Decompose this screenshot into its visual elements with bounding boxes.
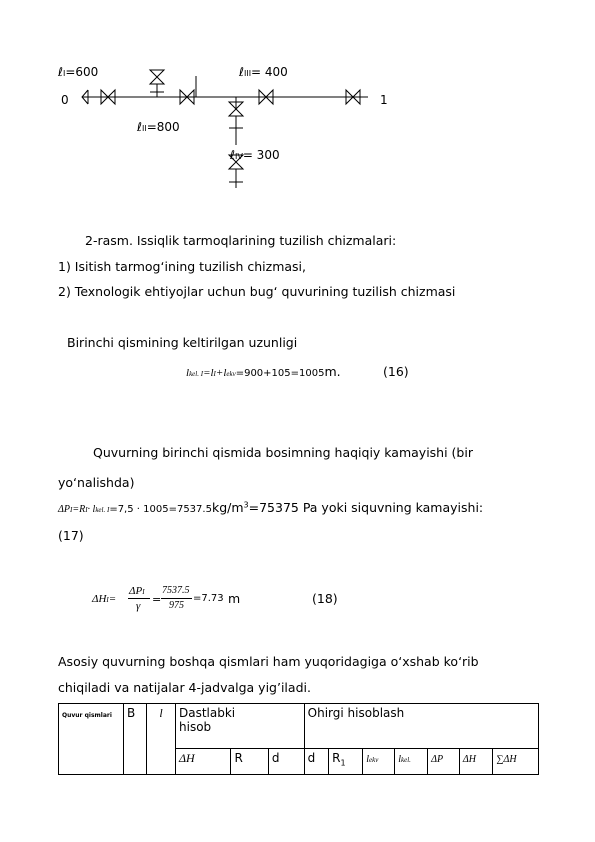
segment-label-l1: ℓI=600 — [58, 65, 99, 79]
segment-label-l4: ℓIV= 300 — [230, 148, 280, 162]
formula-17: ΔPI=RI· lkel. $I=7,5 \cdot 1005=7537.5kg/m^3=75375$ Pa yoki siquvning kamayishi: — [58, 500, 484, 515]
header-cell-prelim: Dastlabki hisob — [176, 704, 305, 749]
formula-18-numerator: ΔPI — [129, 585, 145, 597]
segment-label-l2: ℓII=800 — [137, 120, 180, 134]
paragraph-line: chiqiladi va natijalar 4-jadvalga yig’iladi. — [58, 680, 311, 695]
subheader-lekv: lekv — [363, 749, 395, 775]
header-cell-final: Ohirgi hisoblash — [304, 704, 538, 749]
branch-valve-icon — [150, 70, 164, 97]
subheader-dh2: ΔH — [459, 749, 493, 775]
paragraph-line: Quvurning birinchi qismida bosimning haqiqiy kamayishi (bir — [93, 445, 473, 460]
header-cell-section: Quvur qismlari — [59, 704, 124, 775]
formula-18-denominator: γ — [136, 600, 141, 612]
intro-text: Birinchi qismining keltirilgan uzunligi — [67, 335, 298, 350]
equation-number-18: (18) — [312, 591, 338, 606]
paragraph-line: yo‘nalishda) — [58, 475, 135, 490]
subheader-r1: $R_1$ — [329, 749, 363, 775]
subheader-dp: ΔP — [428, 749, 460, 775]
figure-caption: 2-rasm. Issiqlik tarmoqlarining tuzilish chizmalari: — [85, 233, 397, 248]
subheader-d-final: d — [304, 749, 328, 775]
formula-16: lkel. I=lI+lekv=900+105=1005m. — [186, 364, 341, 379]
node-end-label: 1 — [380, 93, 388, 107]
node-start-label: 0 — [61, 93, 69, 107]
subheader-dh: ΔH — [176, 749, 231, 775]
pipe-network-diagram — [0, 0, 595, 200]
subheader-r: R — [231, 749, 268, 775]
formula-18-num-value: 7537.5 — [162, 585, 190, 596]
header-cell-b: B — [124, 704, 147, 775]
subheader-lkel: lkel. — [395, 749, 428, 775]
subheader-d: d — [268, 749, 304, 775]
header-cell-l: l — [147, 704, 176, 775]
subheader-sum: ∑ΔH — [493, 749, 539, 775]
list-item: 1) Isitish tarmog‘ining tuzilish chizmasi, — [58, 259, 307, 274]
formula-18-result: =7.73 — [193, 593, 224, 604]
formula-18-lhs: ΔHI= — [92, 593, 117, 605]
segment-label-l3: ℓIII= 400 — [239, 65, 288, 79]
formula-18-den-value: 975 — [169, 600, 184, 611]
formula-18-unit: m — [228, 591, 241, 606]
results-table — [58, 703, 539, 775]
equation-number-16: (16) — [383, 364, 409, 379]
equation-number-17: (17) — [58, 528, 84, 543]
branch-down-line — [229, 97, 243, 188]
list-item: 2) Texnologik ehtiyojlar uchun bug‘ quvurining tuzilish chizmasi — [58, 284, 456, 299]
paragraph-line: Asosiy quvurning boshqa qismlari ham yuqoridagiga o‘xshab ko‘rib — [58, 654, 479, 669]
